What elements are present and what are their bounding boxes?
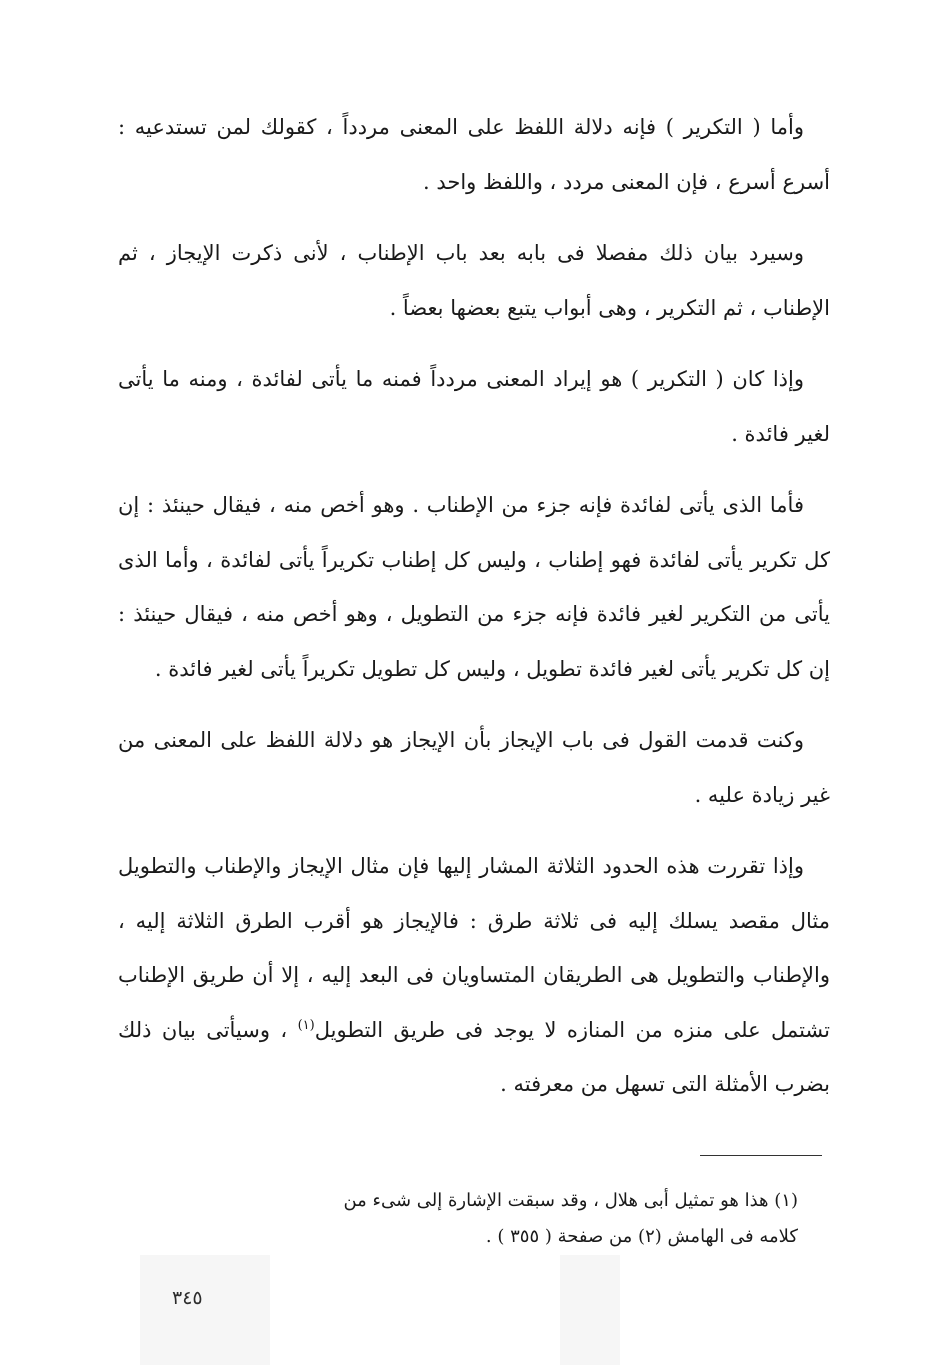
- page-number: ٣٤٥: [172, 1287, 203, 1309]
- paragraph-takrir-with-benefit: فأما الذى يأتى لفائدة فإنه جزء من الإطناب . وهو أخص منه ، فيقال حينئذ : إن كل تكرير يأتى لفائدة فهو إطناب ، وليس كل إطناب تكريراً يأتى لفائدة ، وأما الذى يأتى من التكرير لغير فائدة فإنه جزء من التطويل ، وهو أخص منه ، فيقال حينئذ : إن كل تكرير يأتى لغير فائدة تطويل ، وليس كل تطويل تكريراً يأتى لغير فائدة .: [118, 493, 830, 681]
- paragraph-three-paths-tail: ، وسيأتى بيان ذلك بضرب الأمثلة التى تسهل من معرفته .: [118, 1017, 830, 1096]
- paper-stain-mark: [560, 1255, 620, 1365]
- paragraph-order-of-chapters: وسيرد بيان ذلك مفصلا فى بابه بعد باب الإطناب ، لأنى ذكرت الإيجاز ، ثم الإطناب ، ثم التكرير ، وهى أبواب يتبع بعضها بعضاً .: [118, 241, 830, 320]
- footnote-line-2: كلامه فى الهامش (٢) من صفحة ( ٣٥٥ ) .: [485, 1226, 798, 1247]
- paragraph-takrir-types: وإذا كان ( التكرير ) هو إيراد المعنى مردداً فمنه ما يأتى لفائدة ، ومنه ما يأتى لغير فائدة .: [118, 367, 830, 446]
- footnote-line-1: (١) هذا هو تمثيل أبى هلال ، وقد سبقت الإشارة إلى شىء من: [343, 1190, 798, 1211]
- paragraph-three-paths: [118, 839, 830, 1112]
- main-text: [118, 100, 830, 1129]
- footnote: [180, 1183, 820, 1255]
- footnote-separator-rule: [700, 1155, 822, 1156]
- paragraph-takrir-definition: وأما ( التكرير ) فإنه دلالة اللفظ على المعنى مردداً ، كقولك لمن تستدعيه : أسرع أسرع ، فإن المعنى مردد ، واللفظ واحد .: [118, 115, 830, 194]
- paragraph-three-paths-text: وإذا تقررت هذه الحدود الثلاثة المشار إليها فإن مثال الإيجاز والإطناب والتطويل مثال مقصد يسلك إليه فى ثلاثة طرق : فالإيجاز هو أقرب الطرق الثلاثة إليه ، والإطناب والتطويل هى الطريقان المتساويان فى البعد إليه ، إلا أن طريق الإطناب تشتمل على منزه من المنازه لا يوجد فى طريق التطويل: [118, 854, 830, 1042]
- paper-stain-mark: [140, 1255, 270, 1365]
- footnote-reference-marker[interactable]: (١): [297, 1017, 315, 1033]
- paragraph-ijaz-recap: وكنت قدمت القول فى باب الإيجاز بأن الإيجاز هو دلالة اللفظ على المعنى من غير زيادة عليه .: [118, 728, 830, 807]
